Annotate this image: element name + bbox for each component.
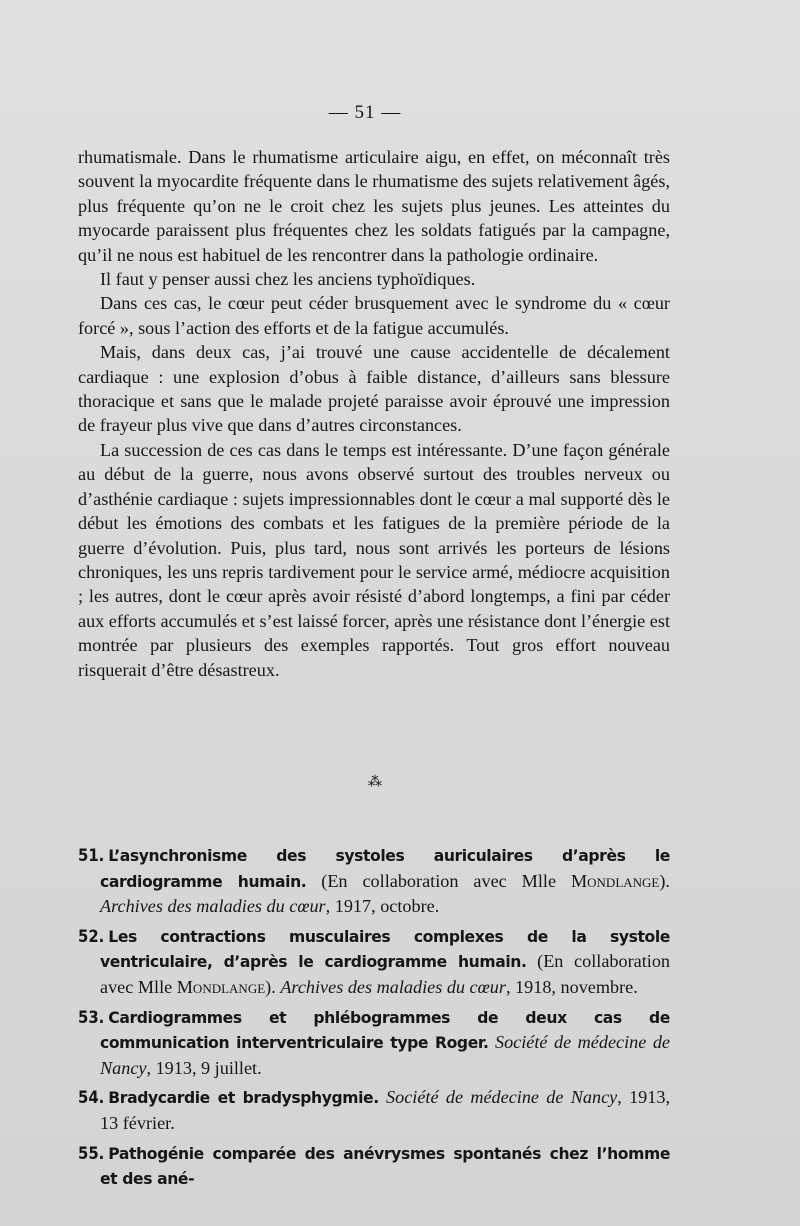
asterism-separator: ⁂ — [368, 775, 382, 790]
reference-note: ). — [659, 870, 670, 891]
paragraph: La succession de ces cas dans le temps est intéressante. D’une façon générale au début de la guerre, nous avons observé surtout des troubles nerveux ou d’asthénie cardiaque : sujets impressionnables dont le cœur a mal supporté dès le début les émotions des combats et les fatigues de la première période de la guerre d’évolution. Puis, plus tard, nous sont arrivés les porteurs de lésions chroniques, les uns repris tardivement pour le service armé, médiocre acquisition ; les autres, dont le cœur après avoir résisté d’abord longtemps, a fini par céder aux efforts accumulés et s’est laissé forcer, après une résistance dont l’énergie est montrée par plusieurs des exemples rapportés. Tout gros effort nouveau risquerait d’être désastreux. — [78, 439, 670, 680]
reference-title: L’asynchronisme des systoles auriculaires d’après le cardiogramme humain. — [100, 847, 670, 891]
reference-note — [379, 1087, 386, 1107]
page-number: — 51 — — [328, 102, 402, 123]
reference-journal: Archives des maladies du cœur — [100, 896, 326, 917]
reference-item — [78, 1085, 670, 1135]
reference-journal: Société de médecine de Nancy — [386, 1087, 618, 1108]
paragraph: Il faut y penser aussi chez les anciens typhoïdiques. — [100, 269, 476, 290]
reference-date: , 1913, 9 juillet. — [146, 1057, 262, 1078]
reference-title: Cardiogrammes et phlébogrammes de deux cas de communication interventriculaire type Roger. — [100, 1008, 670, 1053]
reference-note: ). — [265, 976, 281, 997]
reference-title: Pathogénie comparée des anévrysmes spontanés chez l’homme et des ané- — [100, 1144, 670, 1189]
reference-item — [78, 843, 670, 919]
reference-number: 53. — [78, 1007, 105, 1027]
reference-date: , 1917, octobre. — [325, 896, 440, 917]
reference-item — [78, 1005, 670, 1081]
reference-title: Bradycardie et bradysphygmie. — [108, 1089, 379, 1108]
paragraph: Dans ces cas, le cœur peut céder brusquement avec le syndrome du « cœur forcé », sous l’action des efforts et de la fatigue accumulés. — [78, 293, 670, 338]
reference-title: Les contractions musculaires complexes de la systole ventriculaire, d’après le cardiogramme humain. — [100, 927, 670, 972]
body-text — [78, 145, 670, 682]
reference-item — [78, 924, 670, 1000]
reference-date: , 1913, 13 février. — [100, 1087, 671, 1133]
reference-note: (En collaboration avec Mlle — [306, 870, 571, 891]
paragraph: Mais, dans deux cas, j’ai trouvé une cause accidentelle de décalement cardiaque : une explosion d’obus à faible distance, d’ailleurs sans blessure thoracique et sans que le malade projeté paraisse avoir éprouvé une impression de frayeur plus vive que dans d’autres circonstances. — [78, 342, 670, 436]
reference-number: 52. — [78, 926, 105, 946]
reference-number: 55. — [78, 1143, 105, 1163]
reference-collaborator: Mondlange — [176, 976, 266, 997]
reference-item — [78, 1141, 670, 1192]
reference-number: 51. — [78, 846, 105, 865]
paragraph: rhumatismale. Dans le rhumatisme articulaire aigu, en effet, on méconnaît très souvent la myocardite fréquente dans le rhumatisme des sujets relativement âgés, plus fréquente qu’on ne le croit chez les sujets plus jeunes. Les atteintes du myocarde paraissent plus fréquentes chez les soldats fatigués par la campagne, qu’il ne nous est habituel de les rencontrer dans la pathologie ordinaire. — [78, 147, 670, 265]
reference-journal: Société de médecine de Nancy — [100, 1032, 670, 1078]
reference-note: (En collaboration avec Mlle — [100, 951, 671, 997]
reference-journal: Archives des maladies du cœur — [280, 976, 506, 997]
reference-list — [78, 843, 670, 1197]
reference-collaborator: Mondlange — [570, 870, 660, 891]
reference-date: , 1918, novembre. — [505, 976, 638, 997]
reference-number: 54. — [78, 1088, 105, 1108]
